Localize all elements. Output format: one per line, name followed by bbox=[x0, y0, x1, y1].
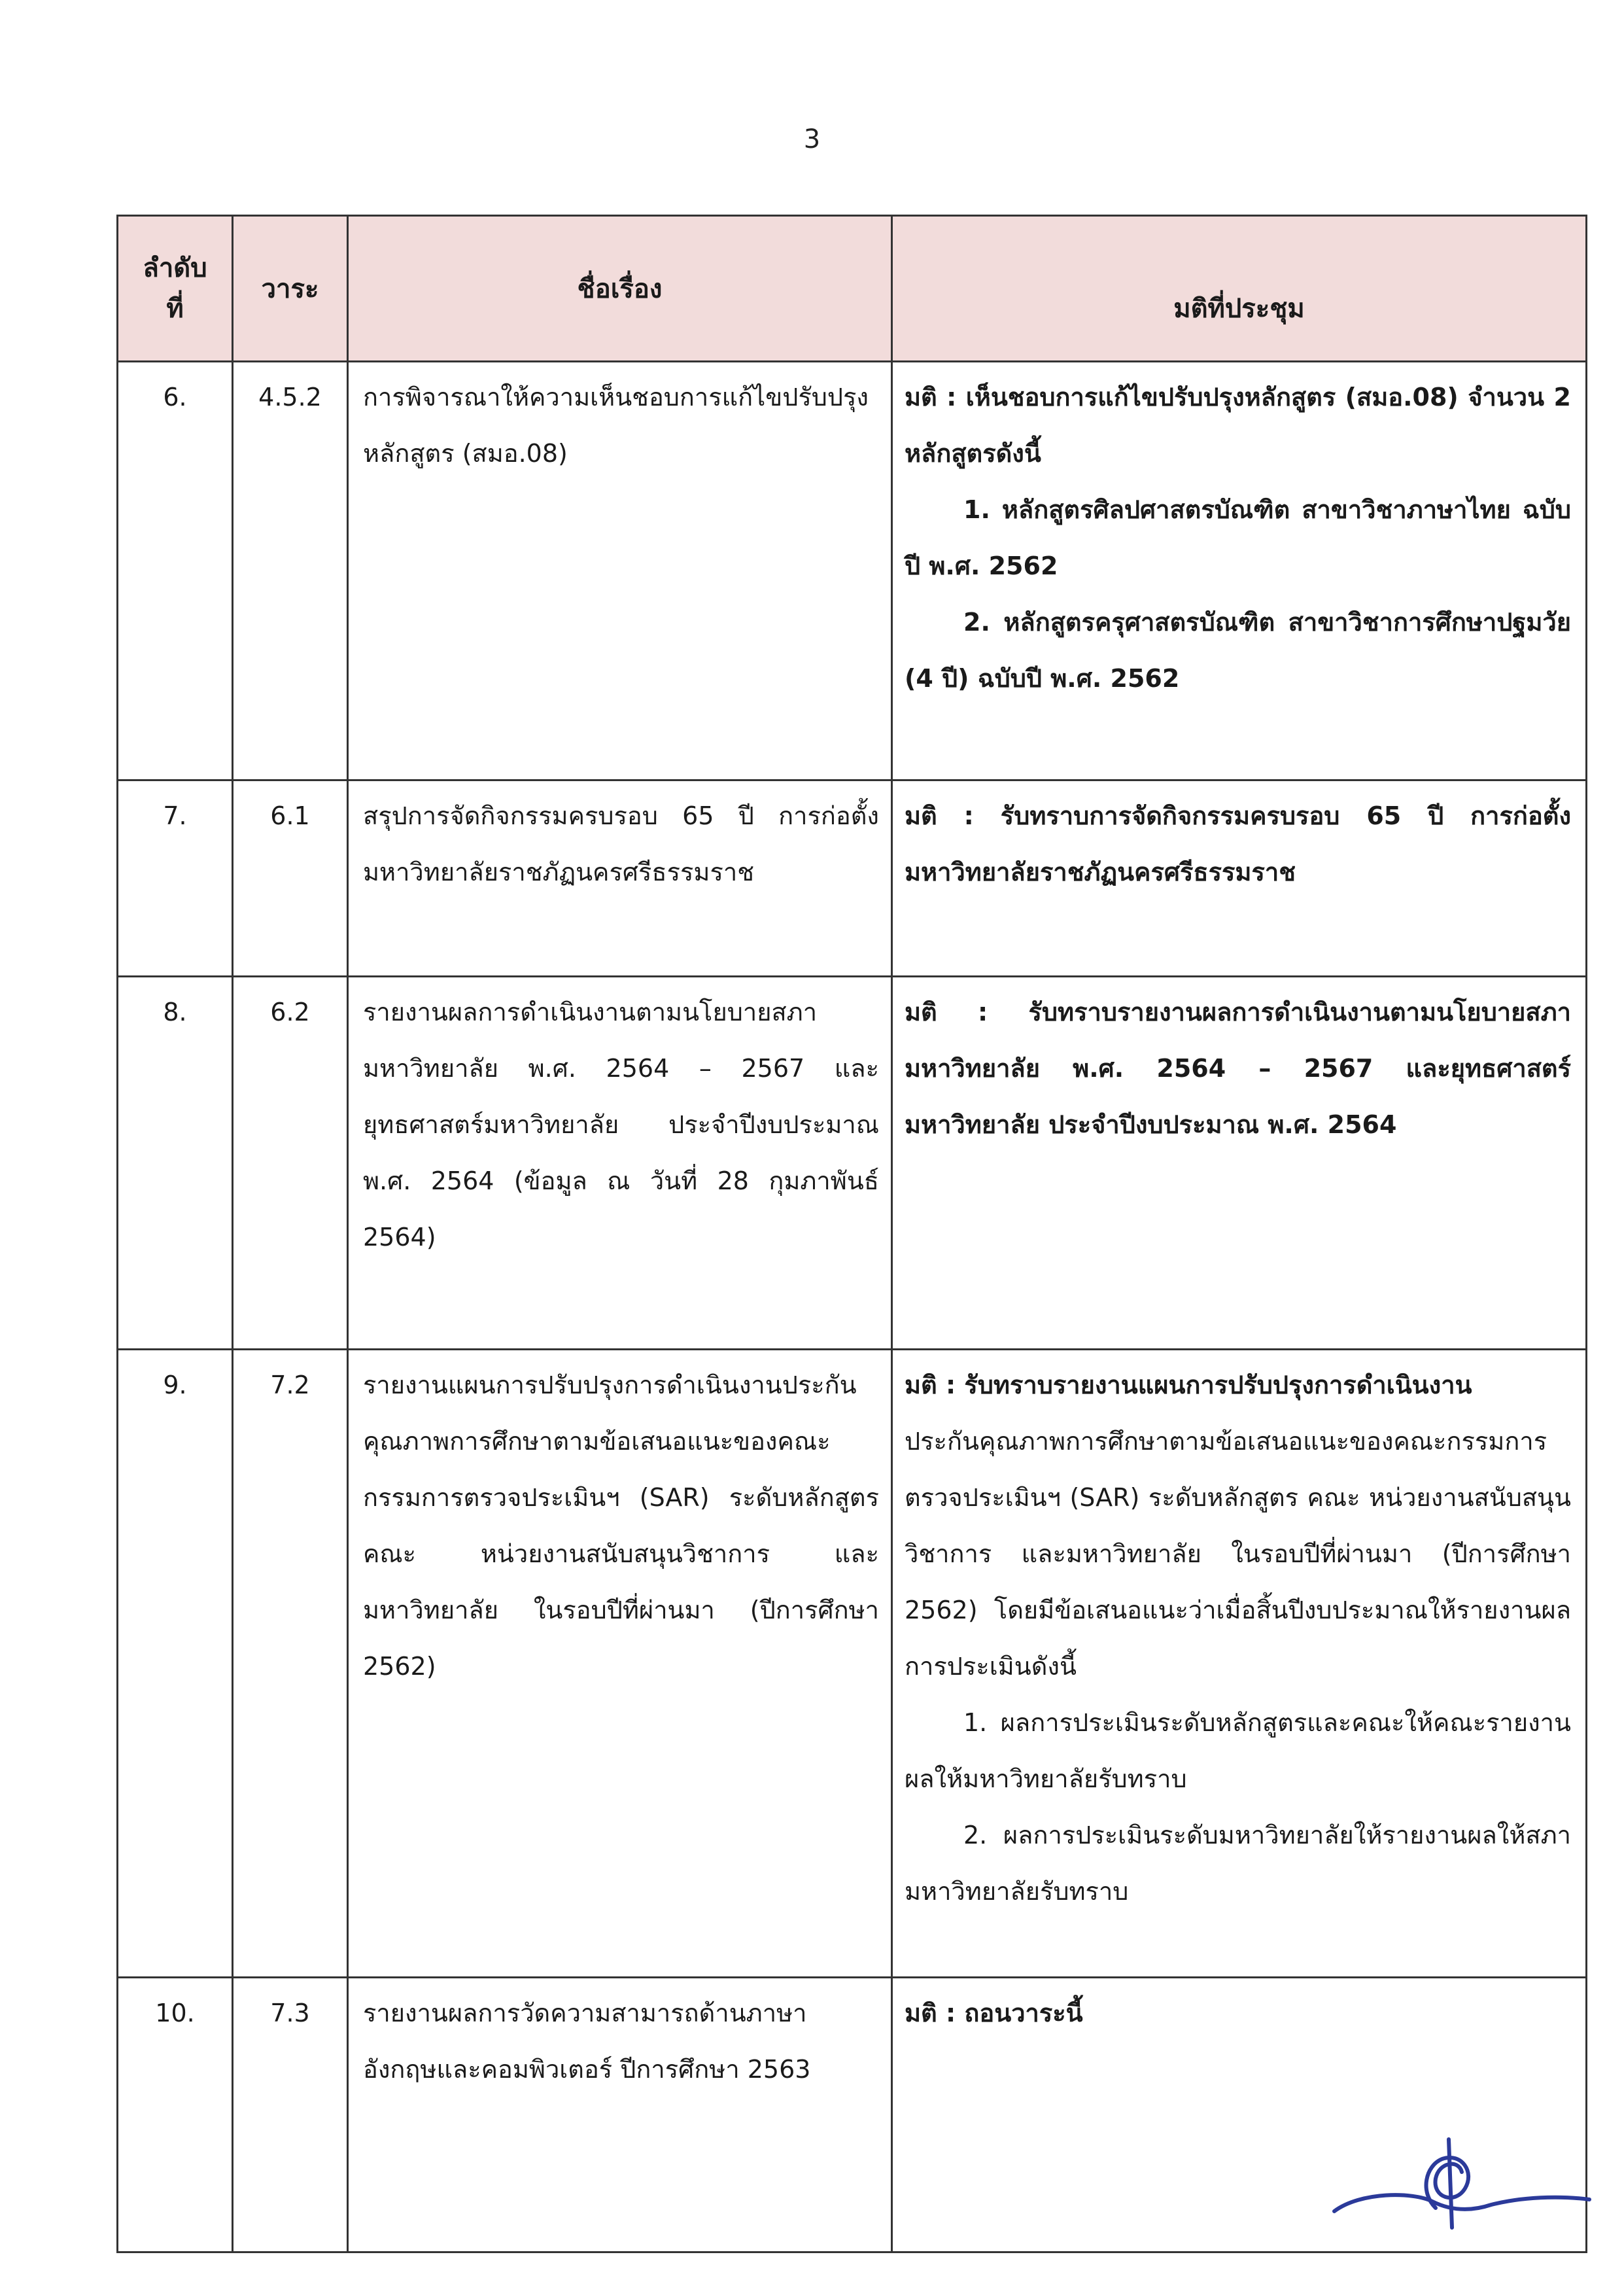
row-resolution bbox=[892, 977, 1587, 1350]
row-subject: รายงานผลการดำเนินงานตามนโยบายสภามหาวิทยาลัย พ.ศ. 2564 – 2567 และยุทธศาสตร์มหาวิทยาลัย ประจำปีงบประมาณ พ.ศ. 2564 (ข้อมูล ณ วันที่ 28 กุมภาพันธ์ 2564) bbox=[348, 977, 892, 1350]
table-row bbox=[118, 1350, 1587, 1978]
resolution-text: มติ : ถอนวาระนี้ bbox=[905, 1999, 1083, 2027]
table-row bbox=[118, 362, 1587, 780]
row-agenda: 4.5.2 bbox=[233, 362, 348, 780]
table-header-row bbox=[118, 216, 1587, 362]
resolution-item: 2. ผลการประเมินระดับมหาวิทยาลัยให้รายงานผลให้สภามหาวิทยาลัยรับทราบ bbox=[905, 1821, 1571, 1906]
row-agenda: 7.2 bbox=[233, 1350, 348, 1978]
resolution-text: มติ : รับทราบรายงานผลการดำเนินงานตามนโยบายสภามหาวิทยาลัย พ.ศ. 2564 – 2567 และยุทธศาสตร์มหาวิทยาลัย ประจำปีงบประมาณ พ.ศ. 2564 bbox=[905, 998, 1571, 1139]
row-sequence: 10. bbox=[118, 1978, 233, 2252]
resolution-item: 1. ผลการประเมินระดับหลักสูตรและคณะให้คณะรายงานผลให้มหาวิทยาลัยรับทราบ bbox=[905, 1708, 1571, 1793]
table-row bbox=[118, 977, 1587, 1350]
resolutions-table bbox=[116, 215, 1587, 2253]
row-sequence: 8. bbox=[118, 977, 233, 1350]
page-number: 3 bbox=[803, 124, 821, 154]
resolution-continuation: ประกันคุณภาพการศึกษาตามข้อเสนอแนะของคณะกรรมการตรวจประเมินฯ (SAR) ระดับหลักสูตร คณะ หน่วยงานสนับสนุนวิชาการ และมหาวิทยาลัย ในรอบปีที่ผ่านมา (ปีการศึกษา 2562) โดยมีข้อเสนอแนะว่าเมื่อสิ้นปีงบประมาณให้รายงานผลการประเมินดังนี้ bbox=[905, 1427, 1571, 1681]
row-sequence: 7. bbox=[118, 780, 233, 977]
resolution-text: มติ : รับทราบรายงานแผนการปรับปรุงการดำเนินงาน bbox=[905, 1371, 1472, 1399]
resolution-item: 2. หลักสูตรครุศาสตรบัณฑิต สาขาวิชาการศึกษาปฐมวัย (4 ปี) ฉบับปี พ.ศ. 2562 bbox=[905, 608, 1571, 693]
header-sequence: ลำดับ ที่ bbox=[118, 216, 233, 362]
row-agenda: 6.1 bbox=[233, 780, 348, 977]
row-agenda: 6.2 bbox=[233, 977, 348, 1350]
header-resolution: มติที่ประชุม bbox=[892, 216, 1587, 362]
row-resolution bbox=[892, 362, 1587, 780]
row-subject: สรุปการจัดกิจกรรมครบรอบ 65 ปี การก่อตั้งมหาวิทยาลัยราชภัฏนครศรีธรรมราช bbox=[348, 780, 892, 977]
header-subject: ชื่อเรื่อง bbox=[348, 216, 892, 362]
table-row bbox=[118, 780, 1587, 977]
row-subject: การพิจารณาให้ความเห็นชอบการแก้ไขปรับปรุงหลักสูตร (สมอ.08) bbox=[348, 362, 892, 780]
resolution-text: มติ : รับทราบการจัดกิจกรรมครบรอบ 65 ปี การก่อตั้งมหาวิทยาลัยราชภัฏนครศรีธรรมราช bbox=[905, 801, 1571, 886]
row-resolution bbox=[892, 1350, 1587, 1978]
row-sequence: 6. bbox=[118, 362, 233, 780]
resolution-item: 1. หลักสูตรศิลปศาสตรบัณฑิต สาขาวิชาภาษาไทย ฉบับปี พ.ศ. 2562 bbox=[905, 495, 1571, 580]
signature-mark bbox=[1321, 2113, 1596, 2244]
row-resolution bbox=[892, 780, 1587, 977]
row-subject: รายงานผลการวัดความสามารถด้านภาษาอังกฤษและคอมพิวเตอร์ ปีการศึกษา 2563 bbox=[348, 1978, 892, 2252]
resolution-text: มติ : เห็นชอบการแก้ไขปรับปรุงหลักสูตร (สมอ.08) จำนวน 2 หลักสูตรดังนี้ bbox=[905, 383, 1571, 468]
header-agenda: วาระ bbox=[233, 216, 348, 362]
row-agenda: 7.3 bbox=[233, 1978, 348, 2252]
row-sequence: 9. bbox=[118, 1350, 233, 1978]
row-subject: รายงานแผนการปรับปรุงการดำเนินงานประกันคุณภาพการศึกษาตามข้อเสนอแนะของคณะกรรมการตรวจประเมินฯ (SAR) ระดับหลักสูตร คณะ หน่วยงานสนับสนุนวิชาการ และมหาวิทยาลัย ในรอบปีที่ผ่านมา (ปีการศึกษา 2562) bbox=[348, 1350, 892, 1978]
